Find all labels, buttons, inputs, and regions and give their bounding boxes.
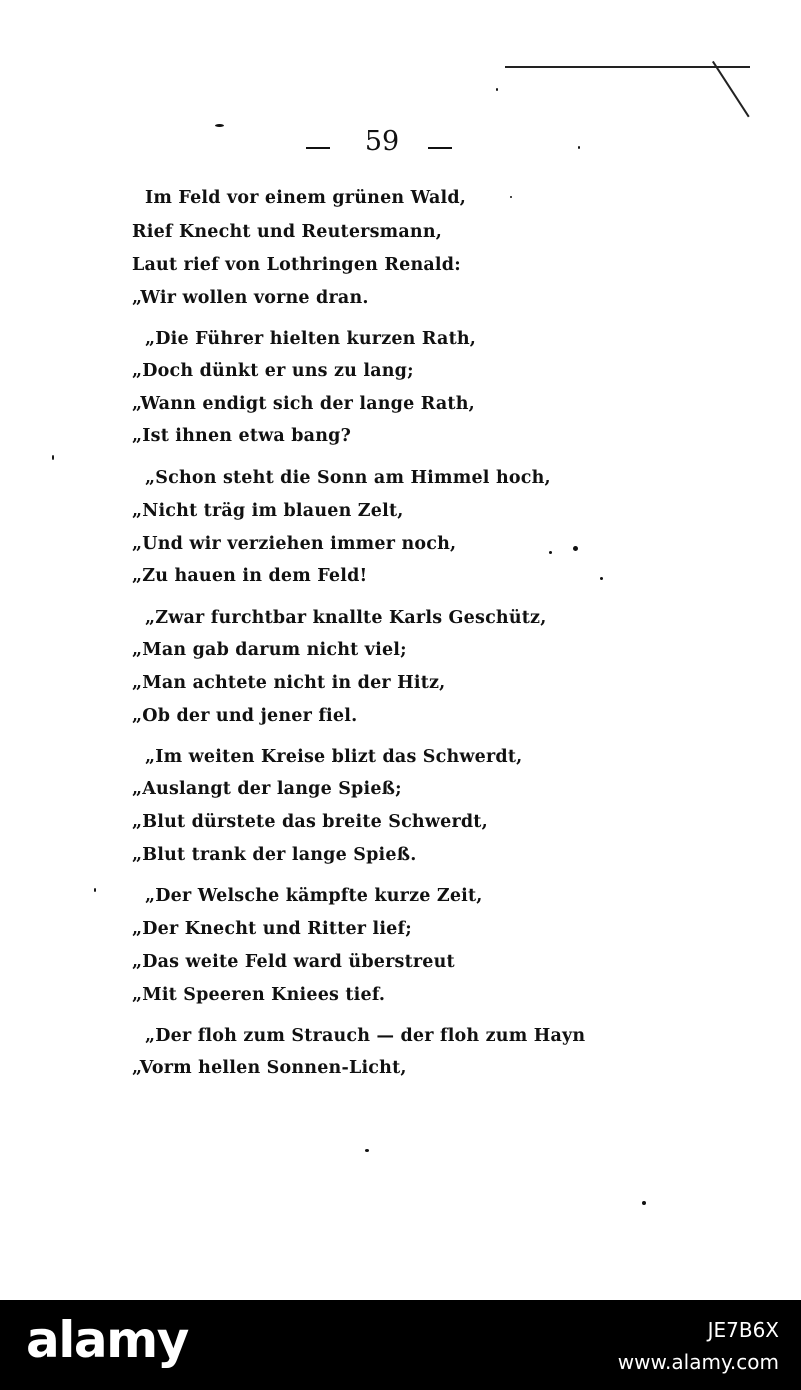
poem-line: Im Feld vor einem grünen Wald, [145, 188, 467, 208]
watermark-url: www.alamy.com [617, 1350, 779, 1374]
scan-speck [94, 888, 96, 892]
scan-speck [578, 146, 580, 149]
poem-line: „Zu hauen in dem Feld! [132, 566, 368, 586]
scan-speck [52, 455, 54, 460]
poem-line: „Ist ihnen etwa bang? [132, 426, 352, 446]
poem-line: „Wann endigt sich der lange Rath, [132, 394, 475, 414]
poem-line: „Im weiten Kreise blizt das Schwerdt, [145, 747, 523, 767]
poem-line: „Vorm hellen Sonnen-Licht, [132, 1058, 407, 1078]
poem-line: „Und wir verziehen immer noch, [132, 534, 457, 554]
scan-speck [365, 1149, 369, 1152]
poem-line: „Zwar furchtbar knallte Karls Geschütz, [145, 608, 547, 628]
poem-line: „Auslangt der lange Spieß; [132, 779, 402, 799]
poem-line: „Das weite Feld ward überstreut [132, 952, 455, 972]
poem-line: „Ob der und jener fiel. [132, 706, 358, 726]
poem-line: „Der floh zum Strauch — der floh zum Hayn [145, 1026, 586, 1046]
watermark-brand: alamy [26, 1311, 188, 1369]
poem-line: „Schon steht die Sonn am Himmel hoch, [145, 468, 551, 488]
scan-speck [573, 546, 578, 551]
poem-line: „Nicht träg im blauen Zelt, [132, 501, 404, 521]
poem-line: „Die Führer hielten kurzen Rath, [145, 329, 477, 349]
poem-line: Rief Knecht und Reutersmann, [132, 222, 443, 242]
scan-speck [642, 1201, 646, 1205]
watermark-banner [0, 1300, 801, 1390]
poem-line: „Man gab darum nicht viel; [132, 640, 407, 660]
poem-line: „Doch dünkt er uns zu lang; [132, 361, 414, 381]
scan-speck [510, 196, 512, 198]
scan-speck [496, 88, 498, 91]
poem-line: „Der Welsche kämpfte kurze Zeit, [145, 886, 483, 906]
watermark-image-id: JE7B6X [707, 1318, 779, 1342]
poem-line: „Wir wollen vorne dran. [132, 288, 369, 308]
scan-speck [600, 577, 603, 580]
poem-line: „Blut dürstete das breite Schwerdt, [132, 812, 488, 832]
scan-speck [215, 124, 224, 127]
poem-line: Laut rief von Lothringen Renald: [132, 255, 461, 275]
poem-line: „Der Knecht und Ritter lief; [132, 919, 412, 939]
poem-line: „Man achtete nicht in der Hitz, [132, 673, 446, 693]
poem-line: „Blut trank der lange Spieß. [132, 845, 417, 865]
poem-line: „Mit Speeren Kniees tief. [132, 985, 386, 1005]
page-number: 59 [364, 126, 400, 157]
scan-speck [549, 551, 552, 554]
